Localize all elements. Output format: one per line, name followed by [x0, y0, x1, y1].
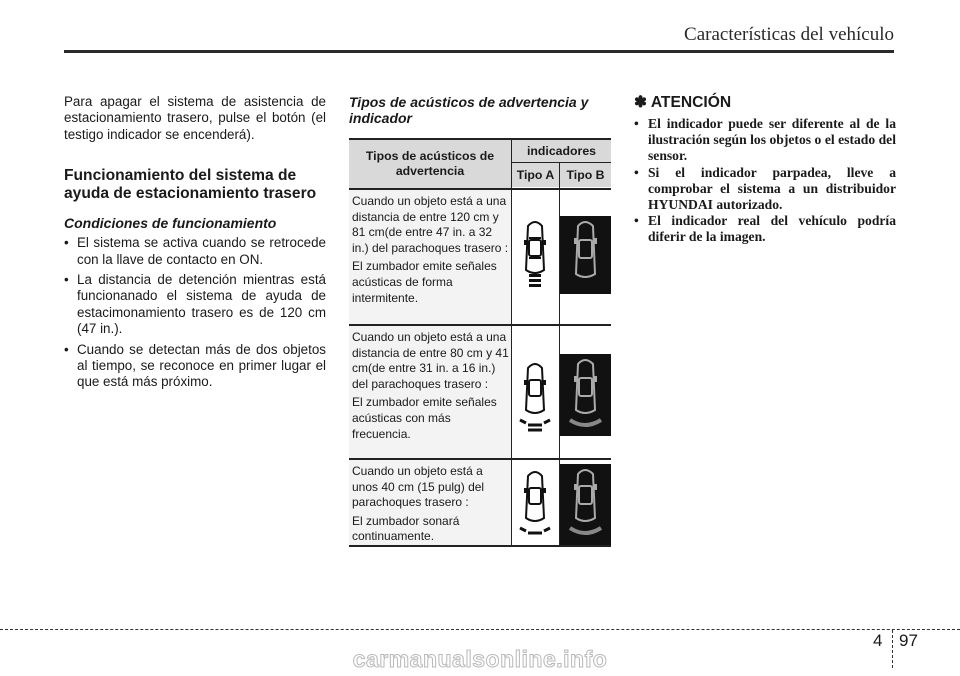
table-row-2-text	[349, 326, 511, 458]
row-1-distance: Cuando un objeto está a una distancia de entre 120 cm y 81 cm(de entre 47 in. a 32 in.) del parachoques trasero :	[352, 194, 509, 255]
table-divider	[559, 162, 560, 545]
header-type-a: Tipo A	[512, 163, 559, 187]
table-title: Tipos de acústicos de advertencia y indicador	[349, 94, 589, 126]
list-item-text: El sistema se activa cuando se retrocede con la llave de contacto en ON.	[77, 235, 326, 267]
list-item	[634, 116, 896, 165]
list-item	[634, 165, 896, 214]
column-left	[64, 94, 326, 395]
header-types: Tipos de acústicos de advertencia	[349, 140, 511, 188]
column-middle	[349, 94, 611, 544]
bullet-icon: •	[634, 164, 639, 180]
attention-heading: ✽ ATENCIÓN	[634, 94, 732, 111]
row-2-type-a-cell	[512, 326, 559, 458]
bullet-icon: •	[64, 235, 69, 251]
page-header-title: Características del vehículo	[684, 24, 894, 45]
row-3-car-outline-icon	[512, 460, 559, 547]
bullet-icon: •	[634, 116, 639, 131]
row-1-type-a-cell	[512, 190, 559, 324]
row-2-car-outline-icon	[512, 326, 559, 458]
list-item	[64, 272, 326, 338]
row-3-distance: Cuando un objeto está a unos 40 cm (15 pulg) del parachoques trasero :	[352, 464, 485, 510]
bullet-icon: •	[634, 213, 639, 229]
table-divider	[512, 162, 611, 163]
list-item-text: El indicador puede ser diferente al de la ilustración según los objetos o el estado del sensor.	[648, 116, 896, 164]
list-item-text: Cuando se detectan más de dos objetos al tiempo, se reconoce en primer lugar el que está más próximo.	[77, 341, 326, 390]
row-2-car-display-icon	[560, 326, 611, 458]
list-item	[634, 213, 896, 245]
table-bottom-rule	[349, 545, 611, 547]
row-2-distance: Cuando un objeto está a una distancia de entre 80 cm y 41 cm(de entre 31 in. a 16 in.) del parachoques trasero :	[352, 330, 509, 391]
footer-rule	[0, 629, 960, 630]
intro-paragraph: Para apagar el sistema de asistencia de estacionamiento trasero, pulse el botón (el testigo indicador se encenderá).	[64, 94, 326, 142]
conditions-list	[64, 235, 326, 391]
table-row-3-text	[349, 460, 511, 547]
list-item-text: Si el indicador parpadea, lleve a comprobar el sistema a un distribuidor HYUNDAI autorizado.	[648, 164, 896, 213]
bullet-icon: •	[64, 341, 69, 357]
chapter-number: 4	[873, 631, 883, 650]
row-3-sound: El zumbador sonará continuamente.	[352, 513, 460, 544]
sub-heading: Condiciones de funcionamiento	[64, 215, 277, 232]
warning-table	[349, 138, 611, 547]
section-heading: Funcionamiento del sistema de ayuda de estacionamiento trasero	[64, 167, 317, 203]
bullet-icon: •	[64, 272, 69, 288]
attention-list	[634, 116, 896, 246]
row-2-type-b-cell	[560, 326, 611, 458]
row-3-type-b-cell	[560, 460, 611, 547]
header-type-b: Tipo B	[560, 163, 611, 187]
list-item-text: La distancia de detención mientras está funcionanado el sistema de ayuda de estacimonamiento trasero es de 120 cm (47 in.).	[77, 272, 326, 337]
row-3-car-display-icon	[560, 460, 611, 547]
row-1-type-b-cell	[560, 190, 611, 324]
row-1-sound: El zumbador emite señales acústicas de forma intermitente.	[352, 259, 497, 305]
row-1-car-display-icon	[560, 190, 611, 324]
row-1-car-outline-icon	[512, 190, 559, 324]
column-right	[634, 94, 896, 246]
table-row-1-text	[349, 190, 511, 324]
page-number: 97	[899, 631, 918, 650]
list-item-text: El indicador real del vehículo podría diferir de la imagen.	[648, 213, 896, 245]
row-3-type-a-cell	[512, 460, 559, 547]
list-item	[64, 342, 326, 391]
table-divider	[511, 140, 512, 545]
list-item	[64, 235, 326, 268]
watermark: carmanualsonline.info	[352, 646, 608, 672]
header-indicators: indicadores	[512, 140, 611, 162]
header-rule	[64, 50, 894, 53]
row-2-sound: El zumbador emite señales acústicas con más frecuencia.	[352, 395, 497, 441]
